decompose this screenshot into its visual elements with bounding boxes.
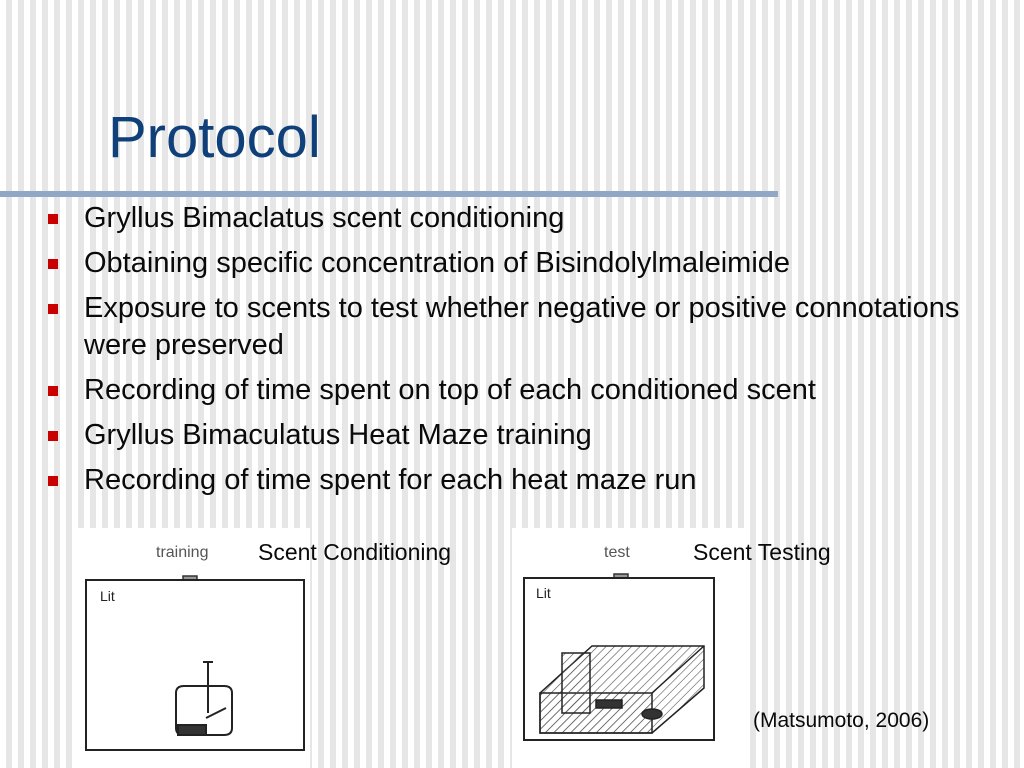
lit-label: Lit	[536, 585, 551, 601]
scent-testing-caption: Scent Testing	[693, 539, 831, 565]
square-bullet-icon	[48, 431, 58, 441]
slide-title: Protocol	[108, 105, 321, 170]
bullet-text: Recording of time spent for each heat maze run	[84, 464, 697, 496]
lit-label: Lit	[100, 588, 115, 604]
training-label: training	[156, 544, 209, 561]
square-bullet-icon	[48, 476, 58, 486]
bullet-text: Obtaining specific concentration of Bisindolylmaleimide	[84, 247, 791, 279]
square-bullet-icon	[48, 386, 58, 396]
bullet-text: Exposure to scents to test whether negative or positive connotations were preserved	[84, 292, 960, 361]
bullet-item	[48, 200, 988, 237]
bullet-text: Gryllus Bimaclatus scent conditioning	[84, 202, 565, 234]
bullet-item	[48, 417, 988, 454]
bullet-item	[48, 290, 988, 364]
bullet-item	[48, 372, 988, 409]
bullet-list	[48, 200, 988, 507]
bullet-item	[48, 245, 988, 282]
bullet-text: Recording of time spent on top of each conditioned scent	[84, 374, 816, 406]
square-bullet-icon	[48, 304, 58, 314]
bullet-item	[48, 462, 988, 499]
scent-conditioning-caption: Scent Conditioning	[258, 539, 452, 565]
test-label: test	[604, 544, 630, 561]
citation: (Matsumoto, 2006)	[753, 709, 930, 732]
square-bullet-icon	[48, 259, 58, 269]
title-divider	[0, 191, 778, 197]
square-bullet-icon	[48, 214, 58, 224]
bullet-text: Gryllus Bimaculatus Heat Maze training	[84, 419, 592, 451]
